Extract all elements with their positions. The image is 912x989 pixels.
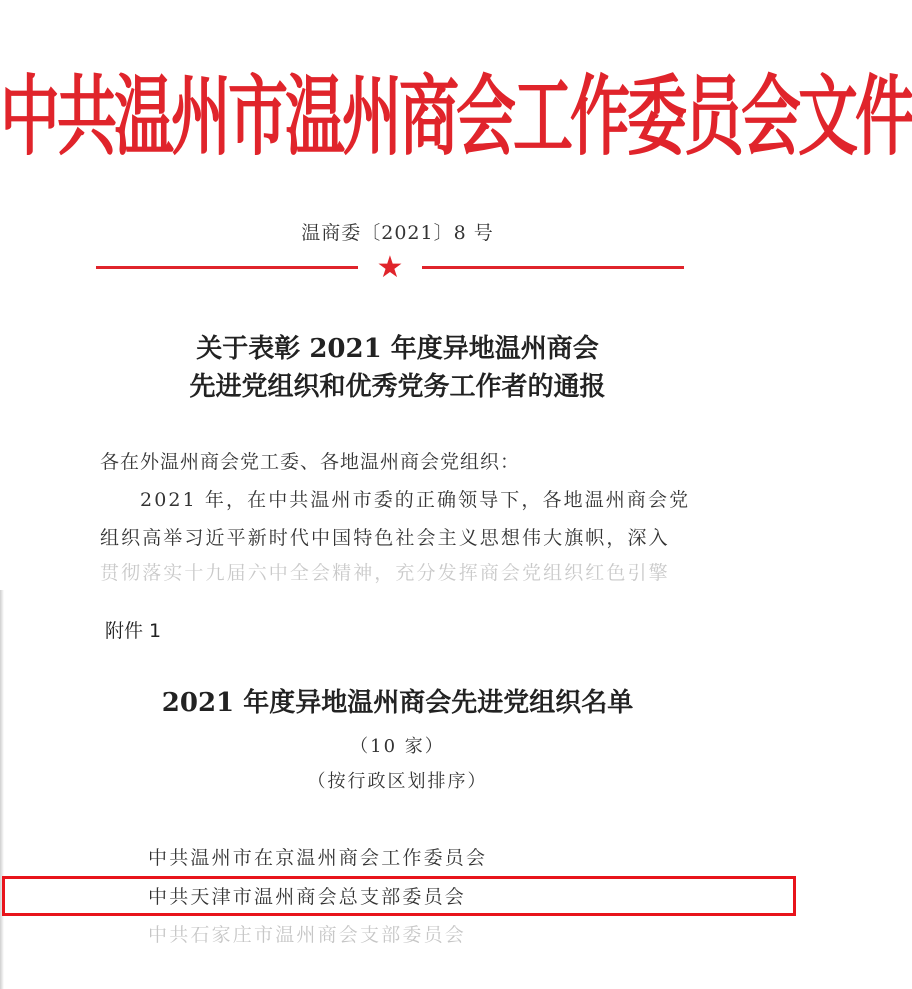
document-page-2 (0, 590, 795, 989)
notice-title-line-2: 先进党组织和优秀党务工作者的通报 (189, 372, 606, 402)
body-paragraph-line: 组织高举习近平新时代中国特色社会主义思想伟大旗帜，深入 (100, 527, 670, 549)
star-icon: ★ (376, 250, 404, 285)
organization-list-item-faded[interactable]: 中共石家庄市温州商会支部委员会 (148, 924, 467, 946)
attachment-label: 附件 1 (105, 620, 162, 642)
document-masthead: 中共温州市温州商会工作委员会文件 (0, 66, 912, 169)
organization-list-item[interactable]: 中共温州市在京温州商会工作委员会 (148, 847, 488, 869)
salutation: 各在外温州商会党工委、各地温州商会党组织： (100, 451, 521, 473)
list-count: （10 家） (350, 736, 445, 757)
page-edge-shadow (0, 590, 4, 989)
document-number: 温商委〔2021〕8 号 (301, 222, 494, 244)
list-title: 2021 年度异地温州商会先进党组织名单 (161, 688, 634, 718)
notice-title-line-1: 关于表彰 2021 年度异地温州商会 (196, 334, 599, 364)
body-paragraph-line-faded: 贯彻落实十九届六中全会精神，充分发挥商会党组织红色引擎 (100, 562, 670, 584)
body-paragraph-line: 2021 年，在中共温州市委的正确领导下，各地温州商会党 (140, 489, 691, 511)
red-divider-right (422, 266, 684, 269)
list-order-note: （按行政区划排序） (307, 771, 488, 792)
organization-list-item-highlighted[interactable]: 中共天津市温州商会总支部委员会 (148, 886, 467, 908)
red-divider-left (96, 266, 358, 269)
